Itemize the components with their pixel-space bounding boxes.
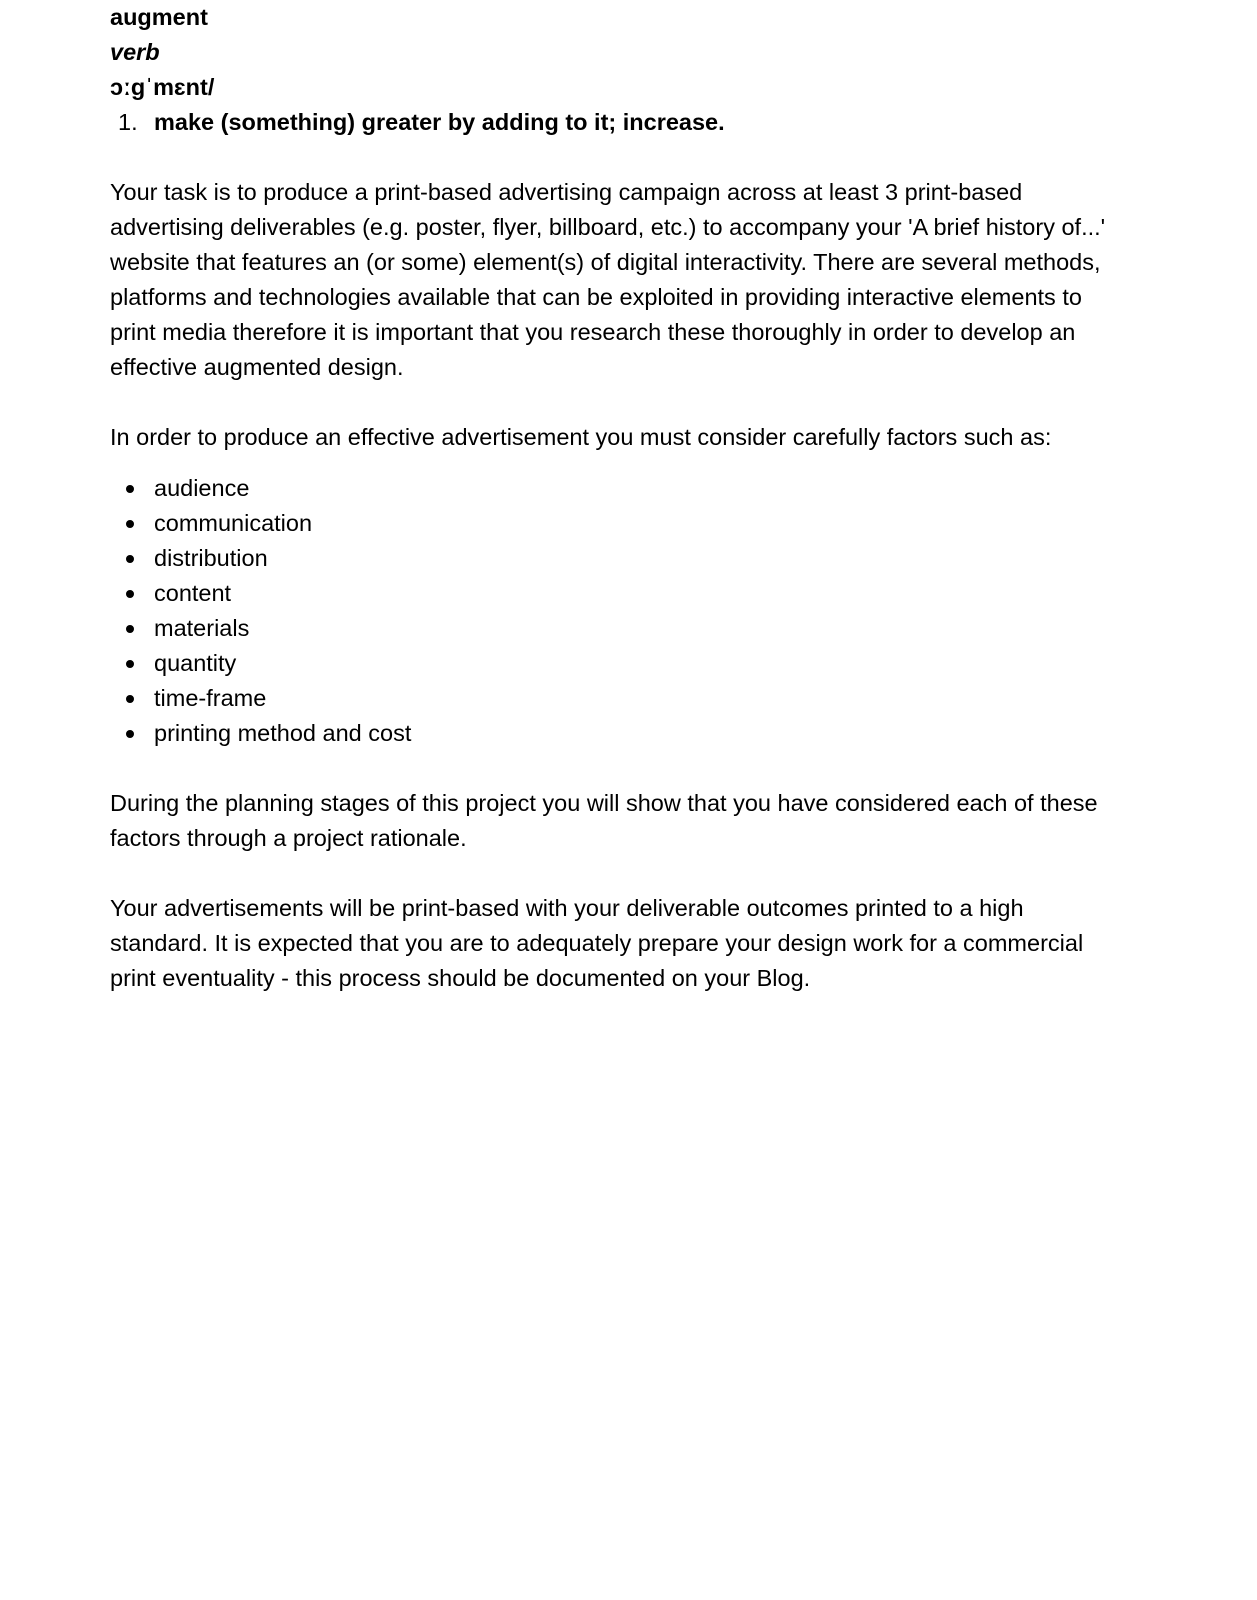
list-item: audience [110, 471, 1110, 506]
sense-text: make (something) greater by adding to it; increase. [154, 109, 725, 135]
list-item: content [110, 576, 1110, 611]
list-item: time-frame [110, 681, 1110, 716]
definition-sense [110, 105, 1110, 140]
bullet-icon [126, 520, 134, 528]
list-item: quantity [110, 646, 1110, 681]
bullet-icon [126, 695, 134, 703]
list-item: distribution [110, 541, 1110, 576]
definition-senses [110, 105, 1110, 140]
document-page [110, 0, 1110, 996]
definition-block [110, 0, 1110, 140]
bullet-icon [126, 590, 134, 598]
bullet-icon [126, 660, 134, 668]
list-item: printing method and cost [110, 716, 1110, 751]
list-item: communication [110, 506, 1110, 541]
definition-word: augment [110, 4, 208, 30]
factors-intro-paragraph: In order to produce an effective advertisement you must consider carefully factors such as: [110, 424, 1052, 450]
bullet-icon [126, 625, 134, 633]
definition-pronunciation: ɔːɡˈmɛnt/ [110, 74, 215, 100]
bullet-icon [126, 730, 134, 738]
list-item: materials [110, 611, 1110, 646]
sense-number: 1. [118, 109, 138, 135]
bullet-icon [126, 485, 134, 493]
planning-paragraph: During the planning stages of this project you will show that you have considered each of these factors through a project rationale. [110, 790, 1098, 851]
print-paragraph: Your advertisements will be print-based with your deliverable outcomes printed to a high standard. It is expected that you are to adequately prepare your design work for a commercial print eventuality - this process should be documented on your Blog. [110, 895, 1084, 991]
factors-list [110, 471, 1110, 751]
definition-part-of-speech: verb [110, 39, 160, 65]
bullet-icon [126, 555, 134, 563]
task-paragraph: Your task is to produce a print-based advertising campaign across at least 3 print-based advertising deliverables (e.g. poster, flyer, billboard, etc.) to accompany your 'A brief history of...' website that features an (or some) element(s) of digital interactivity. There are several methods, platforms and technologies available that can be exploited in providing interactive elements to print media therefore it is important that you research these thoroughly in order to develop an effective augmented design. [110, 179, 1106, 380]
